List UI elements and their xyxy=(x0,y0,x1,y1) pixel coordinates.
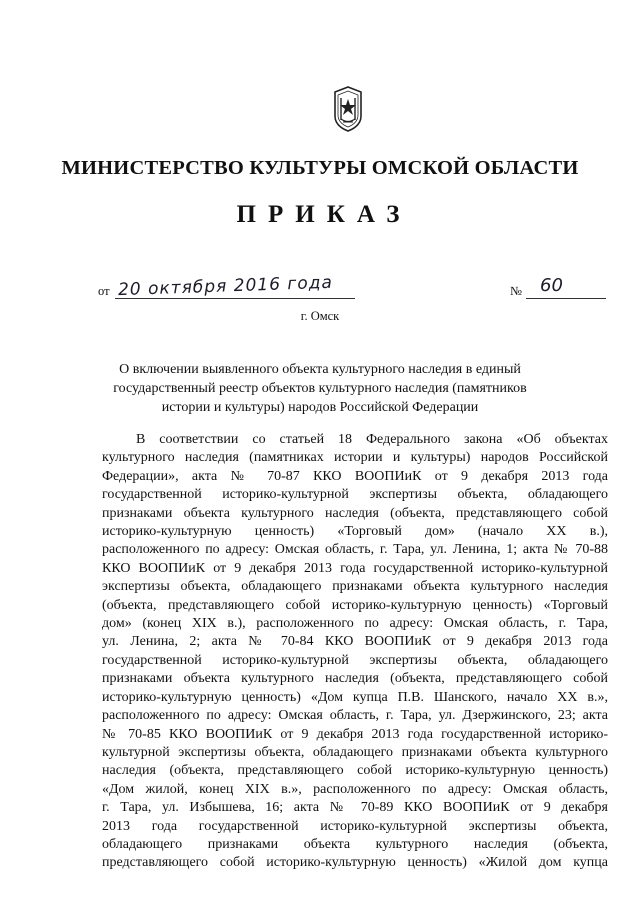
body-line: культурной экспертизы объекта, обладающего признаками объекта культурного xyxy=(102,744,608,760)
handwritten-number: 60 xyxy=(540,275,563,296)
body-line: историко-культурную ценность) «Дом купца П.В. Шанского, начало XX в.», xyxy=(102,689,608,705)
body-line: дом» (конец XIX в.), расположенного по адресу: Омская область, г. Тара, xyxy=(102,616,608,632)
body-line: историко-культурную ценность) «Торговый дом» (начало XX в.), xyxy=(102,524,608,540)
body-line: признаками объекта культурного наследия (объекта, представляющего собой xyxy=(102,505,608,521)
body-line: 2013 года государственной историко-культурной экспертизы объекта, xyxy=(102,818,608,834)
body-line: культурного наследия (памятниках истории и культуры) народов Российской xyxy=(102,450,608,466)
handwritten-date: 20 октября 2016 года xyxy=(117,272,334,301)
body-line: экспертизы объекта, обладающего признаками объекта культурного наследия xyxy=(102,579,608,595)
subject-line: истории и культуры) народов Российской Федерации xyxy=(161,400,479,415)
body-line: г. Тара, ул. Избышева, 16; акта № 70-89 ККО ВООПИиК от 9 декабря xyxy=(102,800,608,816)
subject-line: государственный реестр объектов культурного наследия (памятников xyxy=(113,381,527,396)
body-line: представляющего собой историко-культурную ценность) «Жилой дом купца xyxy=(102,855,608,871)
body-line: государственной историко-культурной экспертизы объекта, обладающего xyxy=(102,652,608,668)
order-subject xyxy=(110,360,530,417)
city-label: г. Омск xyxy=(300,309,340,323)
body-line: № 70-85 ККО ВООПИиК от 9 декабря 2013 года государственной историко- xyxy=(102,726,608,742)
date-number-row xyxy=(98,272,608,308)
body-line: В соответствии со статьей 18 Федерального закона «Об объектах xyxy=(136,432,608,447)
subject-line: О включении выявленного объекта культурного наследия в единый xyxy=(119,362,521,377)
ministry-title: МИНИСТЕРСТВО КУЛЬТУРЫ ОМСКОЙ ОБЛАСТИ xyxy=(61,157,579,179)
body-line: Федерации», акта № 70-87 ККО ВООПИиК от 9 декабря 2013 года xyxy=(102,468,608,484)
date-label: от xyxy=(98,284,110,298)
body-line: (объекта, представляющего собой историко-культурную ценность) «Торговый xyxy=(102,597,608,613)
body-line: государственной историко-культурной экспертизы объекта, обладающего xyxy=(102,487,608,503)
omsk-coat-of-arms-icon xyxy=(333,86,363,132)
order-body xyxy=(102,431,608,873)
body-line: расположенного по адресу: Омская область, г. Тара, ул. Дзержинского, 23; акта xyxy=(102,708,608,724)
number-label: № xyxy=(510,284,522,298)
number-underline xyxy=(526,298,606,299)
body-line: обладающего признаками объекта культурного наследия (объекта, xyxy=(102,836,608,852)
document-type: ПРИКАЗ xyxy=(236,201,412,228)
body-line: наследия (объекта, представляющего собой историко-культурную ценность) xyxy=(102,763,608,779)
body-line: «Дом жилой, конец XIX в.», расположенного по адресу: Омская область, xyxy=(102,781,608,797)
body-line: признаками объекта культурного наследия (объекта, представляющего собой xyxy=(102,671,608,687)
body-line: ул. Ленина, 2; акта № 70-84 ККО ВООПИиК от 9 декабря 2013 года xyxy=(102,634,608,650)
body-line: ККО ВООПИиК от 9 декабря 2013 года государственной историко-культурной xyxy=(102,560,608,576)
body-line: расположенного по адресу: Омская область, г. Тара, ул. Ленина, 1; акта № 70-88 xyxy=(102,542,608,558)
